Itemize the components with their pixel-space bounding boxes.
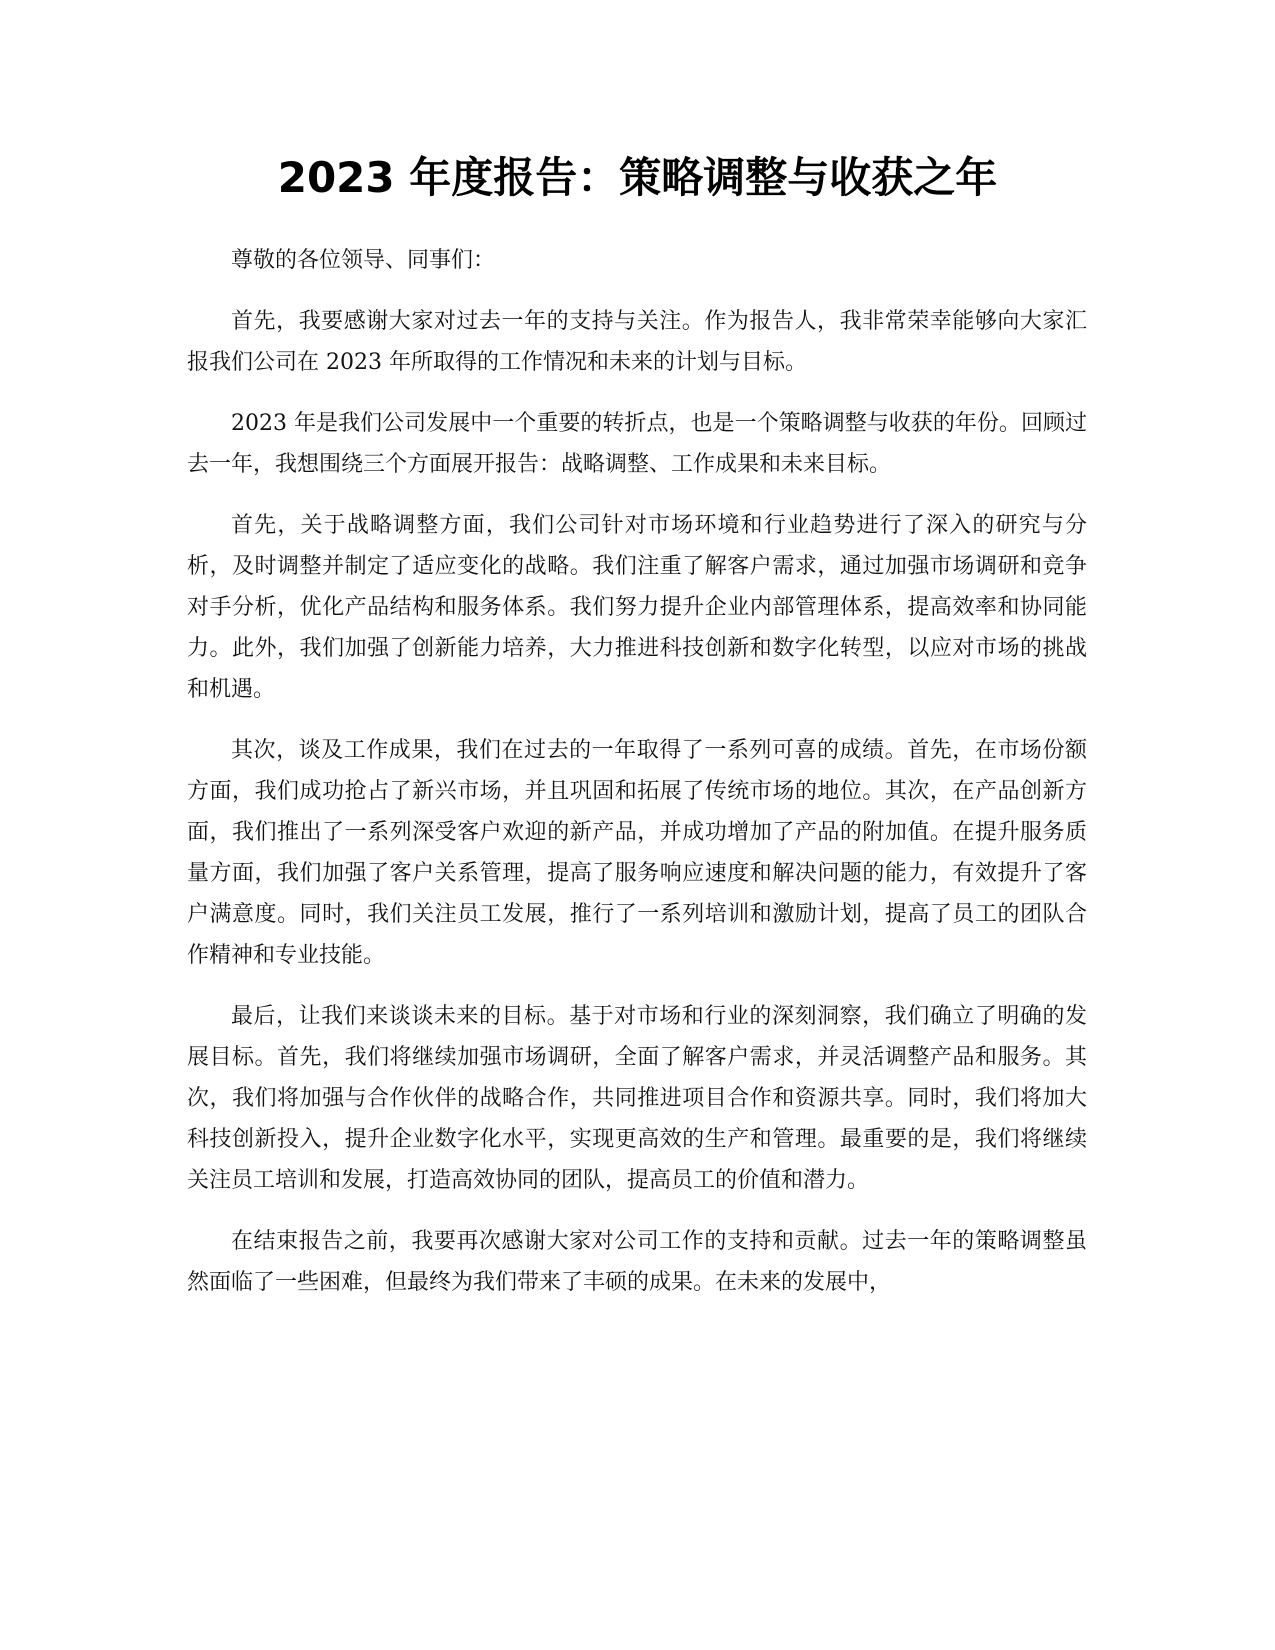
document-title: 2023 年度报告：策略调整与收获之年 xyxy=(277,153,998,202)
body-paragraph-4: 其次，谈及工作成果，我们在过去的一年取得了一系列可喜的成绩。首先，在市场份额方面，我们成功抢占了新兴市场，并且巩固和拓展了传统市场的地位。其次，在产品创新方面，我们推出了一系列深受客户欢迎的新产品，并成功增加了产品的附加值。在提升服务质量方面，我们加强了客户关系管理，提高了服务响应速度和解决问题的能力，有效提升了客户满意度。同时，我们关注员工发展，推行了一系列培训和激励计划，提高了员工的团队合作精神和专业技能。 xyxy=(187,738,1087,968)
body-paragraph-1: 首先，我要感谢大家对过去一年的支持与关注。作为报告人，我非常荣幸能够向大家汇报我们公司在 2023 年所取得的工作情况和未来的计划与目标。 xyxy=(187,309,1087,375)
body-paragraph-5: 最后，让我们来谈谈未来的目标。基于对市场和行业的深刻洞察，我们确立了明确的发展目标。首先，我们将继续加强市场调研，全面了解客户需求，并灵活调整产品和服务。其次，我们将加强与合作伙伴的战略合作，共同推进项目合作和资源共享。同时，我们将加大科技创新投入，提升企业数字化水平，实现更高效的生产和管理。最重要的是，我们将继续关注员工培训和发展，打造高效协同的团队，提高员工的价值和潜力。 xyxy=(187,1004,1087,1193)
greeting-paragraph: 尊敬的各位领导、同事们： xyxy=(231,248,496,273)
body-paragraph-6: 在结束报告之前，我要再次感谢大家对公司工作的支持和贡献。过去一年的策略调整虽然面临了一些困难，但最终为我们带来了丰硕的成果。在未来的发展中， xyxy=(187,1229,1087,1295)
document-body xyxy=(187,240,1087,1323)
body-paragraph-3: 首先，关于战略调整方面，我们公司针对市场环境和行业趋势进行了深入的研究与分析，及时调整并制定了适应变化的战略。我们注重了解客户需求，通过加强市场调研和竞争对手分析，优化产品结构和服务体系。我们努力提升企业内部管理体系，提高效率和协同能力。此外，我们加强了创新能力培养，大力推进科技创新和数字化转型，以应对市场的挑战和机遇。 xyxy=(187,513,1087,702)
body-paragraph-2: 2023 年是我们公司发展中一个重要的转折点，也是一个策略调整与收获的年份。回顾过去一年，我想围绕三个方面展开报告：战略调整、工作成果和未来目标。 xyxy=(187,411,1087,477)
